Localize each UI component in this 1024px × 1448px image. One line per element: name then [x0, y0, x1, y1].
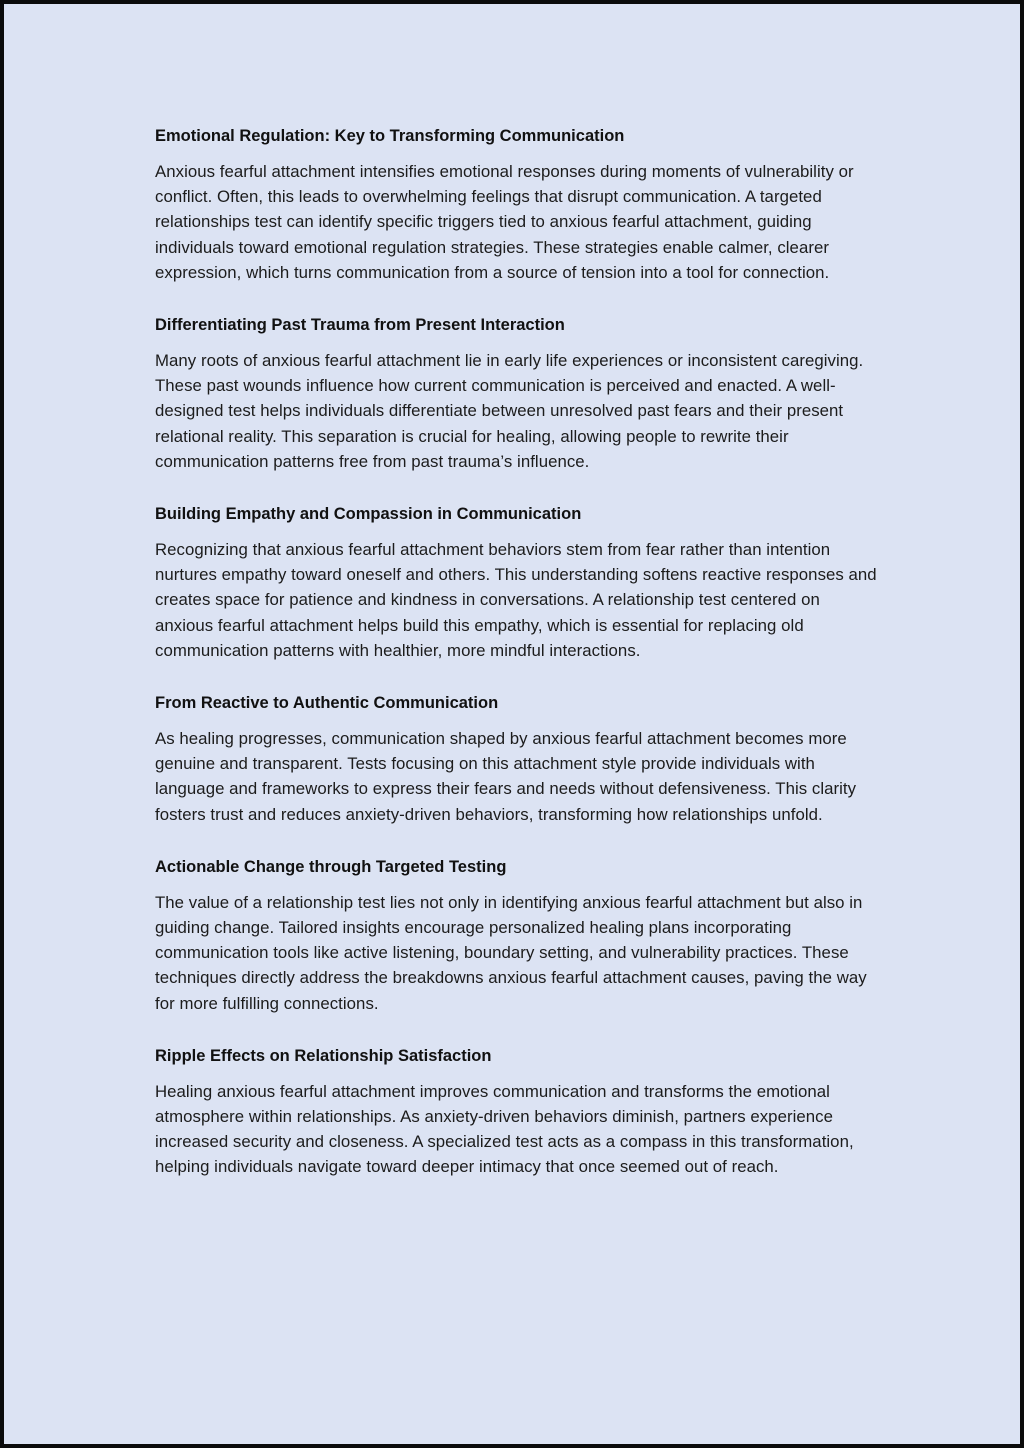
- section-heading: Emotional Regulation: Key to Transforming Communication: [155, 127, 625, 145]
- section-heading: From Reactive to Authentic Communication: [155, 694, 499, 713]
- section-body: Many roots of anxious fearful attachment lie in early life experiences or inconsistent caregiving. These past wounds influence how current communication is perceived and enacted. A well-designed test helps individuals differentiate between unresolved past fears and their present relational reality. This separation is crucial for healing, allowing people to rewrite their communication patterns free from past trauma’s influence.: [155, 351, 864, 471]
- section-heading: Ripple Effects on Relationship Satisfaction: [155, 1046, 492, 1065]
- section-emotional-regulation: [155, 124, 879, 285]
- section-past-trauma: [155, 313, 879, 474]
- section-body: As healing progresses, communication shaped by anxious fearful attachment becomes more genuine and transparent. Tests focusing on this attachment style provide individuals with language and frameworks to express their fears and needs without defensiveness. This clarity fosters trust and reduces anxiety-driven behaviors, transforming how relationships unfold.: [155, 729, 857, 824]
- section-actionable-change: [155, 855, 879, 1016]
- section-body: Healing anxious fearful attachment improves communication and transforms the emotional atmosphere within relationships. As anxiety-driven behaviors diminish, partners experience increased security and closeness. A specialized test acts as a compass in this transformation, helping individuals navigate toward deeper intimacy that once seemed out of reach.: [155, 1081, 854, 1177]
- section-body: The value of a relationship test lies not only in identifying anxious fearful attachment but also in guiding change. Tailored insights encourage personalized healing plans incorporating communication tools like active listening, boundary setting, and vulnerability practices. These techniques directly address the breakdowns anxious fearful attachment causes, paving the way for more fulfilling connections.: [155, 892, 867, 1013]
- section-heading: Actionable Change through Targeted Testing: [155, 857, 507, 876]
- section-ripple-effects: [155, 1044, 879, 1180]
- section-body: Anxious fearful attachment intensifies emotional responses during moments of vulnerability or conflict. Often, this leads to overwhelming feelings that disrupt communication. A targeted relationships test can identify specific triggers tied to anxious fearful attachment, guiding individuals toward emotional regulation strategies. These strategies enable calmer, clearer expression, which turns communication from a source of tension into a tool for connection.: [155, 162, 854, 282]
- section-body: Recognizing that anxious fearful attachment behaviors stem from fear rather than intention nurtures empathy toward oneself and others. This understanding softens reactive responses and creates space for patience and kindness in conversations. A relationship test centered on anxious fearful attachment helps build this empathy, which is essential for replacing old communication patterns with healthier, more mindful interactions.: [155, 540, 877, 660]
- section-heading: Building Empathy and Compassion in Communication: [155, 505, 582, 524]
- section-reactive-to-authentic: [155, 691, 879, 827]
- document-content: [155, 124, 879, 1208]
- section-heading: Differentiating Past Trauma from Present Interaction: [155, 316, 565, 335]
- section-empathy-compassion: [155, 502, 879, 663]
